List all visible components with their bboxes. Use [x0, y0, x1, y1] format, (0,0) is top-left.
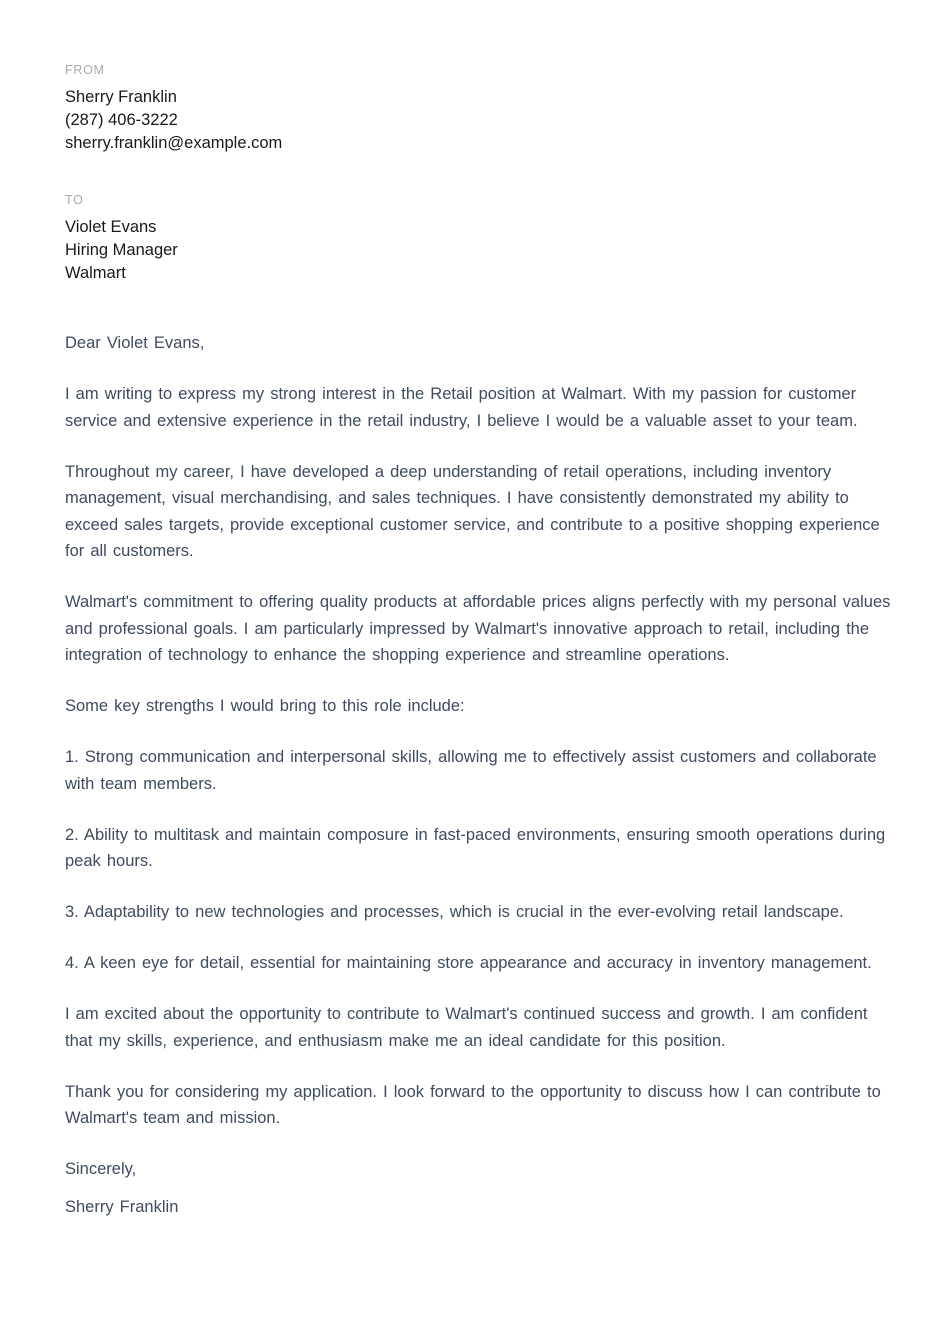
paragraph-strengths-intro: Some key strengths I would bring to this role include: [65, 697, 465, 715]
recipient-block [65, 193, 894, 285]
sender-email: sherry.franklin@example.com [65, 134, 283, 152]
paragraph-experience: Throughout my career, I have developed a deep understanding of retail operations, including inventory management, visual merchandising, and sales techniques. I have consistently demonstrated my ability to exceed sales targets, provide exceptional customer service, and contribute to a positive shopping experience for all customers. [65, 462, 880, 560]
paragraph-intro: I am writing to express my strong interest in the Retail position at Walmart. With my passion for customer service and extensive experience in the retail industry, I believe I would be a valuable asset to your team. [65, 385, 858, 430]
letter-body [65, 330, 894, 1221]
paragraph-company-fit: Walmart's commitment to offering quality products at affordable prices aligns perfectly with my personal values and professional goals. I am particularly impressed by Walmart's innovative approach to retail, including the integration of technology to enhance the shopping experience and streamline operations. [65, 593, 891, 664]
sender-name: Sherry Franklin [65, 88, 177, 106]
signature-name: Sherry Franklin [65, 1198, 179, 1216]
salutation: Dear Violet Evans, [65, 334, 205, 352]
paragraph-thanks: Thank you for considering my application. I look forward to the opportunity to discuss how I can contribute to Walmart's team and mission. [65, 1082, 881, 1127]
to-label: TO [65, 193, 84, 207]
sender-phone: (287) 406-3222 [65, 111, 178, 129]
signoff: Sincerely, [65, 1160, 137, 1178]
from-label: FROM [65, 63, 105, 77]
strength-item-2: 2. Ability to multitask and maintain composure in fast-paced environments, ensuring smooth operations during peak hours. [65, 825, 886, 870]
strength-item-4: 4. A keen eye for detail, essential for maintaining store appearance and accuracy in inventory management. [65, 954, 872, 972]
recipient-company: Walmart [65, 264, 126, 282]
sender-block [65, 63, 894, 155]
strength-item-1: 1. Strong communication and interpersonal skills, allowing me to effectively assist customers and collaborate with team members. [65, 748, 877, 793]
recipient-name: Violet Evans [65, 218, 157, 236]
paragraph-excitement: I am excited about the opportunity to contribute to Walmart's continued success and growth. I am confident that my skills, experience, and enthusiasm make me an ideal candidate for this position. [65, 1005, 868, 1050]
recipient-title: Hiring Manager [65, 241, 178, 259]
strength-item-3: 3. Adaptability to new technologies and processes, which is crucial in the ever-evolving retail landscape. [65, 903, 844, 921]
strengths-list [65, 744, 894, 977]
